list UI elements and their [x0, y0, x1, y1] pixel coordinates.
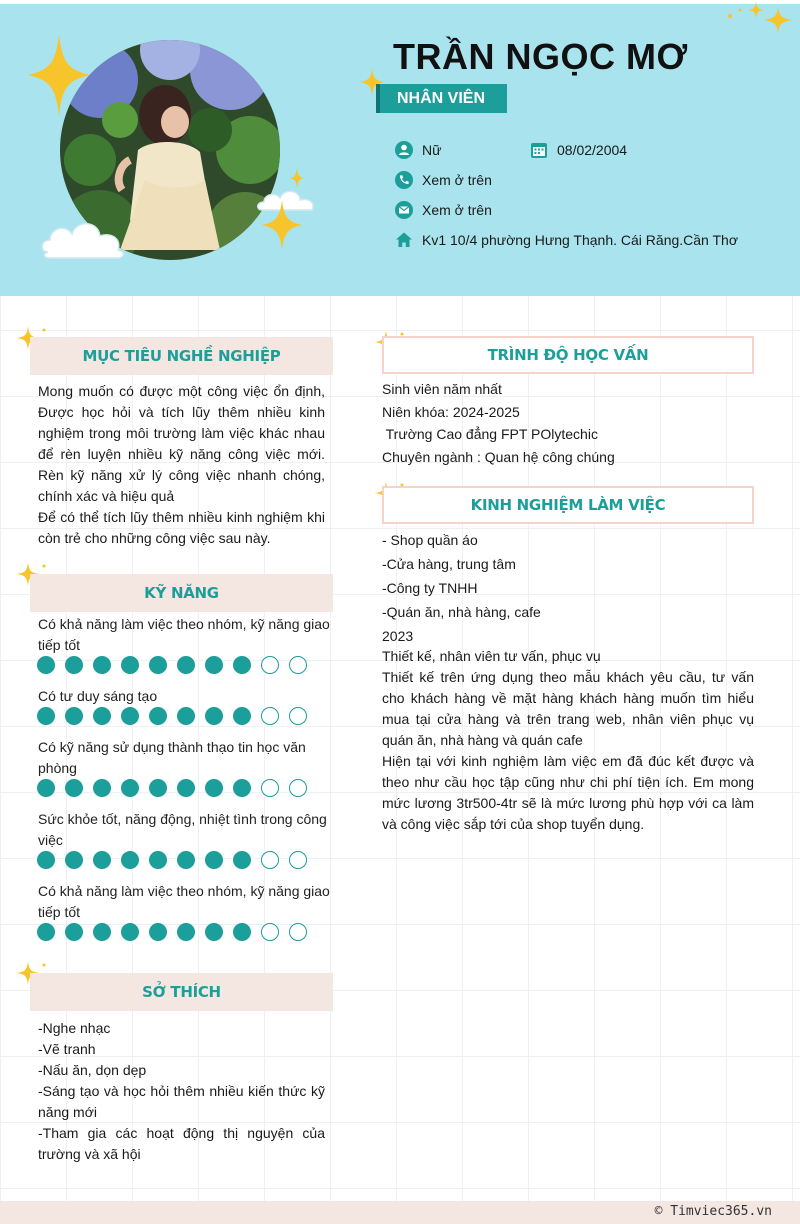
- rating-dot-filled: [121, 779, 139, 797]
- rating-dot-filled: [121, 656, 139, 674]
- phone-row: [395, 171, 492, 189]
- education-line: Trường Cao đẳng FPT POlytechic: [382, 426, 598, 442]
- experience-year: 2023: [382, 628, 414, 644]
- gender-row: [395, 141, 441, 159]
- phone-value: Xem ở trên: [422, 172, 492, 188]
- hobby-item: -Vẽ tranh: [38, 1041, 96, 1057]
- skill-name: Có kỹ năng sử dụng thành thạo tin học văn phòng: [38, 739, 306, 776]
- rating-dot-filled: [177, 707, 195, 725]
- objective-paragraph: Mong muốn có được một công việc ổn định, Được học hỏi và tích lũy thêm nhiều kinh nghiệm trong môi trường làm việc khác nhau để rèn luyện nhiều kỹ năng công việc mới. Rèn kỹ năng xử lý công việc nhanh chóng, chính xác và hiệu quả: [38, 383, 325, 504]
- education-line: Chuyên ngành : Quan hệ công chúng: [382, 448, 615, 465]
- star-decoration: [262, 200, 302, 250]
- hobby-item: -Sáng tạo và học hỏi thêm nhiều kiến thức kỹ năng mới: [38, 1083, 325, 1120]
- email-icon: [395, 201, 413, 219]
- rating-dot-filled: [205, 656, 223, 674]
- email-value: Xem ở trên: [422, 202, 492, 218]
- education-line: Sinh viên năm nhất: [382, 381, 502, 397]
- rating-dot-filled: [121, 923, 139, 941]
- hobbies-list: [38, 1018, 325, 1165]
- calendar-icon: [530, 141, 548, 159]
- experience-place: - Shop quần áo: [382, 532, 478, 548]
- footer-brand: © Timviec365.vn: [654, 1204, 772, 1219]
- skill-name: Có tư duy sáng tạo: [38, 688, 158, 704]
- rating-dot-filled: [177, 656, 195, 674]
- rating-dot-filled: [149, 656, 167, 674]
- rating-dot-filled: [233, 851, 251, 869]
- rating-dot-filled: [37, 851, 55, 869]
- email-row: [395, 201, 492, 219]
- rating-dot-filled: [177, 851, 195, 869]
- rating-dot-filled: [233, 923, 251, 941]
- experience-place: -Công ty TNHH: [382, 580, 478, 596]
- rating-dot-empty: [261, 656, 279, 674]
- rating-dot-filled: [93, 707, 111, 725]
- rating-dot-filled: [233, 656, 251, 674]
- rating-dot-filled: [65, 851, 83, 869]
- full-name: TRẦN NGỌC MƠ: [393, 36, 688, 77]
- rating-dot-filled: [37, 707, 55, 725]
- star-decoration: [290, 168, 304, 188]
- experience-place: -Cửa hàng, trung tâm: [382, 556, 516, 572]
- rating-dot-filled: [65, 707, 83, 725]
- rating-dot-empty: [261, 779, 279, 797]
- skill-name: Có khả năng làm việc theo nhóm, kỹ năng giao tiếp tốt: [38, 616, 330, 653]
- skills-title: KỸ NĂNG: [30, 574, 333, 612]
- footer-bar: [0, 1201, 800, 1224]
- education-line: Niên khóa: 2024-2025: [382, 403, 520, 420]
- skill-name: Có khả năng làm việc theo nhóm, kỹ năng giao tiếp tốt: [38, 883, 330, 920]
- top-strip: [0, 0, 800, 4]
- rating-dot-filled: [37, 656, 55, 674]
- rating-dot-filled: [149, 707, 167, 725]
- rating-dot-filled: [37, 923, 55, 941]
- rating-dot-filled: [149, 779, 167, 797]
- rating-dot-filled: [65, 923, 83, 941]
- experience-description: Thiết kế trên ứng dụng theo mẫu khách yêu cầu, tư vấn cho khách hàng về mặt hàng khách hàng muốn tìm hiểu mua tại cửa hàng và trên trang web, nhân viên phục vụ quán ăn, nhà hàng và quán cafe: [382, 669, 754, 748]
- objective-title: MỤC TIÊU NGHỀ NGHIỆP: [30, 337, 333, 375]
- skill-rating: [37, 923, 317, 941]
- rating-dot-filled: [205, 851, 223, 869]
- rating-dot-filled: [93, 656, 111, 674]
- header-banner: [0, 0, 800, 296]
- rating-dot-filled: [177, 923, 195, 941]
- rating-dot-filled: [205, 707, 223, 725]
- rating-dot-filled: [93, 923, 111, 941]
- rating-dot-filled: [149, 851, 167, 869]
- education-title: TRÌNH ĐỘ HỌC VẤN: [382, 336, 754, 374]
- skill-rating: [37, 707, 317, 725]
- hobby-item: -Nấu ăn, dọn dẹp: [38, 1062, 147, 1078]
- rating-dot-filled: [93, 851, 111, 869]
- rating-dot-filled: [205, 779, 223, 797]
- rating-dot-filled: [65, 779, 83, 797]
- rating-dot-filled: [121, 707, 139, 725]
- person-icon: [395, 141, 413, 159]
- birthdate-row: [530, 141, 627, 159]
- experience-title: KINH NGHIỆM LÀM VIỆC: [382, 486, 754, 524]
- hobby-item: -Tham gia các hoạt động thị nguyện của trường và xã hội: [38, 1125, 325, 1162]
- rating-dot-empty: [289, 923, 307, 941]
- rating-dot-empty: [289, 851, 307, 869]
- rating-dot-filled: [233, 779, 251, 797]
- birthdate-value: 08/02/2004: [557, 142, 628, 158]
- rating-dot-filled: [93, 779, 111, 797]
- rating-dot-filled: [149, 923, 167, 941]
- rating-dot-empty: [289, 656, 307, 674]
- experience-places: [382, 528, 754, 648]
- skill-name: Sức khỏe tốt, năng động, nhiệt tình trong công việc: [38, 811, 327, 848]
- experience-position: Thiết kế, nhân viên tư vấn, phục vụ: [382, 648, 601, 664]
- experience-place: -Quán ăn, nhà hàng, cafe: [382, 604, 541, 620]
- rating-dot-filled: [233, 707, 251, 725]
- scallop-below: [0, 270, 800, 300]
- star-decoration: [722, 2, 796, 36]
- skill-rating: [37, 779, 317, 797]
- objective-text: [38, 381, 325, 549]
- rating-dot-filled: [65, 656, 83, 674]
- job-title-badge: NHÂN VIÊN: [376, 84, 507, 113]
- objective-paragraph: Để có thể tích lũy thêm nhiều kinh nghiệm khi còn trẻ cho những công việc sau này.: [38, 509, 325, 546]
- rating-dot-filled: [205, 923, 223, 941]
- hobbies-title: SỞ THÍCH: [30, 973, 333, 1011]
- home-icon: [395, 231, 413, 249]
- experience-details: [382, 646, 754, 835]
- rating-dot-empty: [289, 707, 307, 725]
- rating-dot-filled: [121, 851, 139, 869]
- rating-dot-empty: [261, 923, 279, 941]
- address-row: [395, 231, 738, 249]
- education-text: [382, 378, 754, 468]
- skill-rating: [37, 656, 317, 674]
- skill-rating: [37, 851, 317, 869]
- rating-dot-filled: [37, 779, 55, 797]
- hobby-item: -Nghe nhạc: [38, 1020, 111, 1036]
- rating-dot-filled: [177, 779, 195, 797]
- address-value: Kv1 10/4 phường Hưng Thạnh. Cái Răng.Cần Thơ: [422, 232, 738, 248]
- experience-description: Hiện tại với kinh nghiệm làm việc em đã đúc kết được và theo như cầu học tập cũng như chi phí tiện ích. Em mong mức lương 3tr500-4tr sẽ là mức lương phù hợp với ca làm và công việc sắp tới của shop tuyển dụng.: [382, 753, 754, 832]
- phone-icon: [395, 171, 413, 189]
- gender-value: Nữ: [422, 142, 442, 158]
- cloud-decoration: [40, 212, 126, 260]
- rating-dot-empty: [289, 779, 307, 797]
- rating-dot-empty: [261, 707, 279, 725]
- rating-dot-empty: [261, 851, 279, 869]
